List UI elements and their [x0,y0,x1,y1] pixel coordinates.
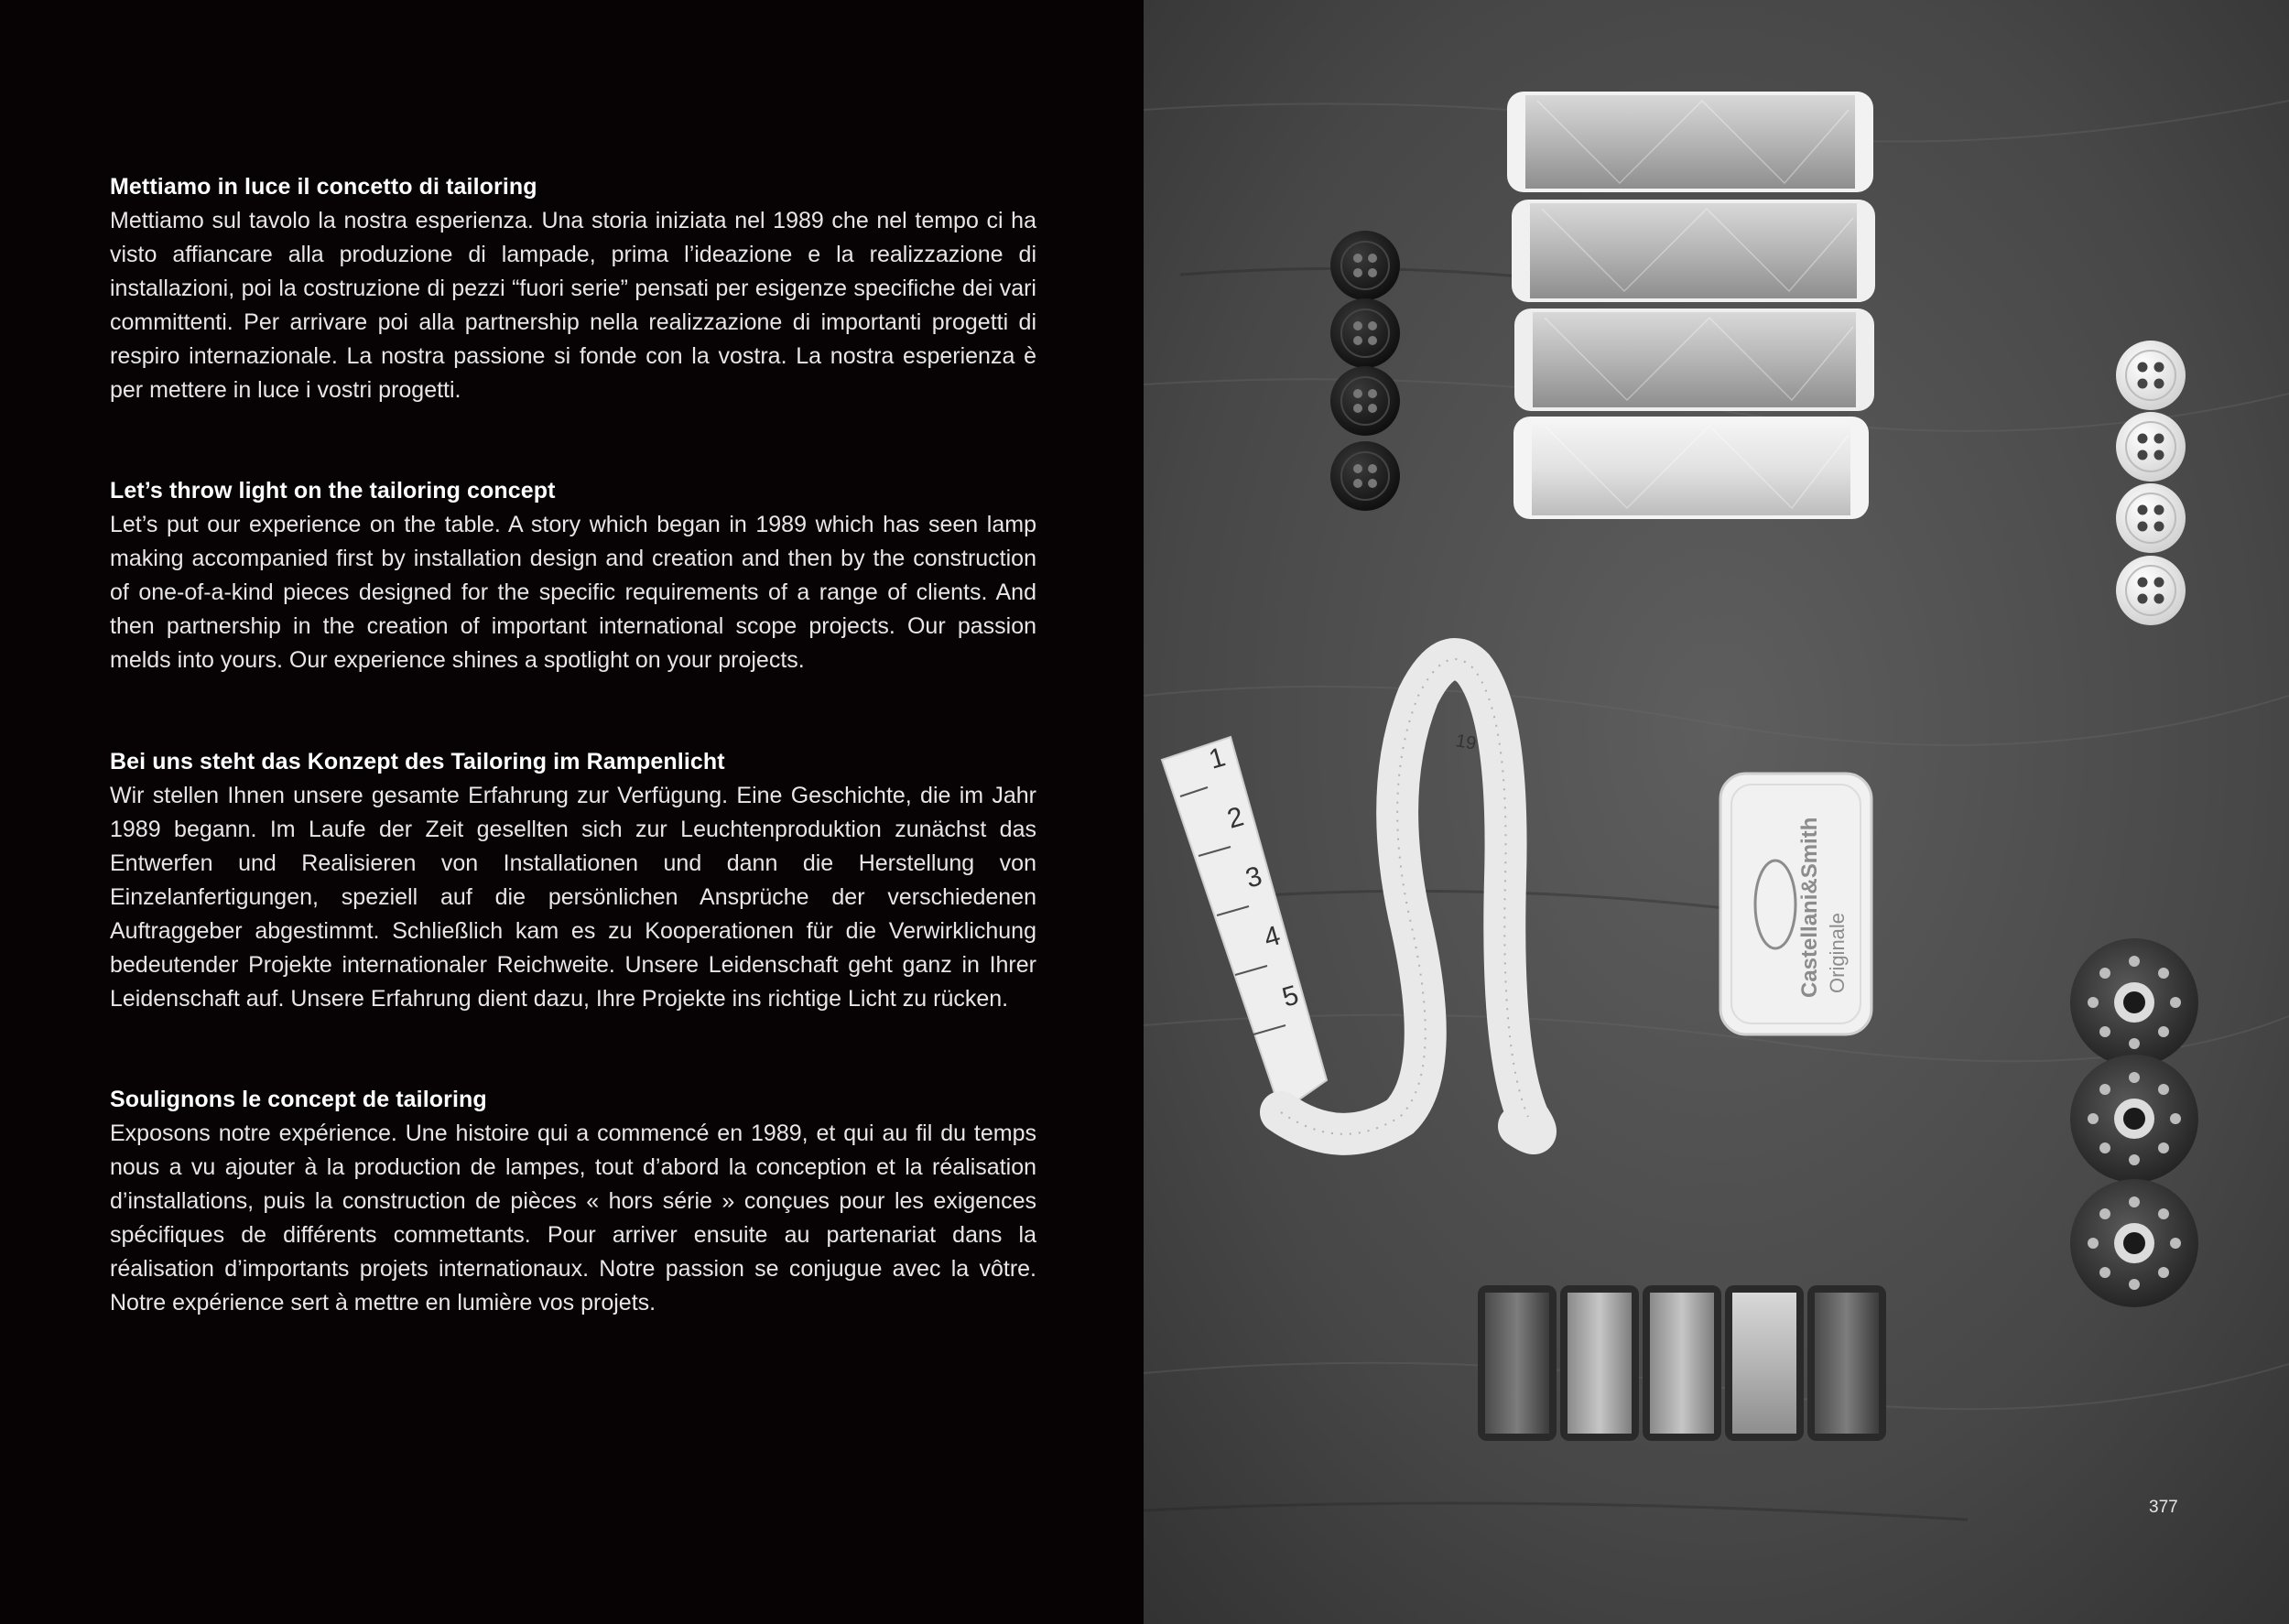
small-spool [1478,1285,1557,1441]
section-italian [110,170,1036,407]
small-spool [1560,1285,1639,1441]
small-spool [1643,1285,1721,1441]
chalk-brand-text: Castellani&Smith [1797,817,1822,998]
tape-number: 4 [1260,920,1284,954]
section-german [110,745,1036,1016]
button-dark [1330,298,1400,368]
button-dark [1330,231,1400,300]
section-title-french: Soulignons le concept de tailoring [110,1087,487,1112]
section-body-english: Let’s put our experience on the table. A story which began in 1989 which has seen lamp making accompanied first by installation design and creation and then by the construction of one-of-a-kind pieces designed for the specific requirements of a range of clients. And then partnership in the creation of important international scope projects. Our passion melds into yours. Our experience shines a spotlight on your projects. [110,512,1036,673]
sewing-supplies-photo [1144,0,2289,1624]
section-body-italian: Mettiamo sul tavolo la nostra esperienza. Una storia iniziata nel 1989 che nel tempo ci ha visto affiancare alla produzione di lampade, prima l’ideazione e la realizzazione di installazioni, poi la costruzione di pezzi “fuori serie” pensati per esigenze specifiche dei vari committenti. Per arrivare poi alla partnership nella realizzazione di importanti progetti di respiro internazionale. La nostra passione si fonde con la vostra. La nostra esperienza è per mettere in luce i vostri progetti. [110,208,1036,403]
small-spool [1725,1285,1804,1441]
button-white [2116,483,2186,553]
small-spool [1807,1285,1886,1441]
thread-spool [1514,309,1874,411]
chalk-originale-text: Originale [1826,912,1849,993]
page-number: 377 [2149,1498,2178,1517]
button-dark [1330,366,1400,436]
section-body-french: Exposons notre expérience. Une histoire qui a commencé en 1989, et qui au fil du temps nous a vu ajouter à la production de lampes, tout d’abord la conception et la réalisation d’installations, puis la construction de pièces « hors série » conçues pour les exigences spécifiques de différents commettants. Pour arriver ensuite au partenariat dans la réalisation d’importants projets internationaux. Notre passion se conjugue avec la vôtre. Notre expérience sert à mettre en lumière vos projets. [110,1121,1036,1315]
bobbin [2070,1055,2198,1183]
button-white [2116,341,2186,410]
button-dark [1330,441,1400,511]
section-title-german: Bei uns steht das Konzept des Tailoring im Rampenlicht [110,749,725,774]
section-french [110,1083,1036,1320]
tape-number: 5 [1278,980,1302,1013]
thread-spool [1513,417,1869,519]
tape-number: 1 [1205,742,1229,775]
tape-number: 19 [1454,731,1478,754]
button-white [2116,412,2186,482]
button-white [2116,556,2186,625]
text-page [0,0,1144,1624]
photo-page [1144,0,2289,1624]
tape-number: 2 [1223,801,1247,835]
bobbin [2070,1179,2198,1307]
tape-number: 3 [1242,861,1265,894]
section-english [110,474,1036,677]
thread-spool [1507,92,1873,192]
section-title-english: Let’s throw light on the tailoring concept [110,478,556,503]
section-title-italian: Mettiamo in luce il concetto di tailoring [110,174,537,200]
bobbin [2070,938,2198,1066]
thread-spool [1512,200,1875,302]
tailor-chalk [1720,774,1871,1034]
section-body-german: Wir stellen Ihnen unsere gesamte Erfahrung zur Verfügung. Eine Geschichte, die im Jahr 1989 begann. Im Laufe der Zeit gesellten sich zur Leuchtenproduktion zunächst das Entwerfen und Realisieren von Installationen und dann die Herstellung von Einzelanfertigungen, speziell auf die persönlichen Ansprüche der verschiedenen Auftraggeber abgestimmt. Schließlich kam es zu Kooperationen für die Verwirklichung bedeutender Projekte internationaler Reichweite. Unsere Leidenschaft geht ganz in Ihrer Leidenschaft auf. Unsere Erfahrung dient dazu, Ihre Projekte ins richtige Licht zu rücken. [110,783,1036,1012]
bobbins [2070,938,2198,1307]
thread-spools-bottom [1478,1285,1886,1441]
